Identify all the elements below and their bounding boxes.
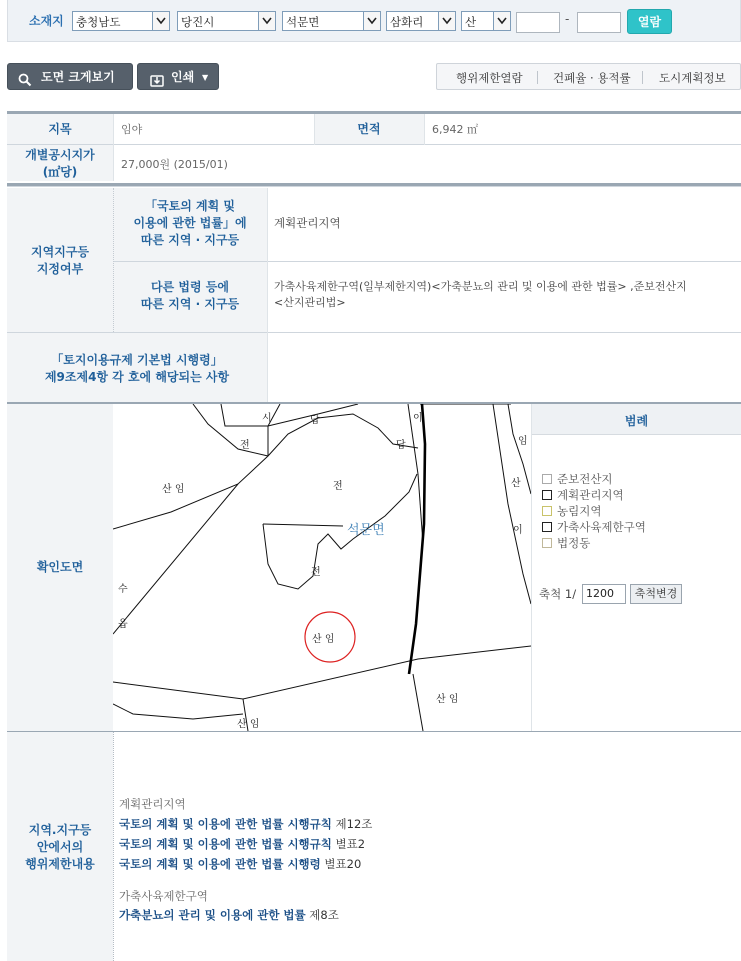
law-link[interactable]: 국토의 계획 및 이용에 관한 법률 시행령 별표20 xyxy=(119,857,362,871)
land-type-select[interactable] xyxy=(461,11,511,31)
law-link[interactable]: 국토의 계획 및 이용에 관한 법률 시행규칙 별표2 xyxy=(119,837,366,851)
area-label: 면적 xyxy=(357,122,381,136)
legend-label: 계획관리지역 xyxy=(557,488,624,502)
main-number-input[interactable] xyxy=(516,12,560,33)
view-button[interactable]: 열람 xyxy=(627,9,672,34)
map-label-edge: 읍 xyxy=(118,619,128,630)
chevron-down-icon[interactable] xyxy=(258,12,275,30)
map-label-sanim: 산 임 xyxy=(436,694,459,705)
chevron-down-icon[interactable] xyxy=(438,12,455,30)
enlarge-map-button[interactable] xyxy=(7,63,133,90)
other-zone-value: 가축사육제한구역(일부제한지역)<가축분뇨의 관리 및 이용에 관한 법률> ,준보전산지 xyxy=(274,280,687,293)
legend-swatch xyxy=(542,474,552,484)
tab-divider xyxy=(642,71,643,84)
map-label-jeon: 전 xyxy=(240,440,250,451)
map-label-edge: 산 xyxy=(511,478,521,489)
map-label-sanim-target: 산 임 xyxy=(312,634,335,645)
other-law-label: 다른 법령 등에 xyxy=(151,280,229,294)
legend-swatch xyxy=(542,506,552,516)
magnifier-icon xyxy=(18,70,32,97)
number-separator: - xyxy=(565,12,570,26)
price-unit-label: (㎡당) xyxy=(42,165,78,179)
scale-label: 축척 1/ xyxy=(539,587,577,601)
col-divider xyxy=(113,732,114,961)
legend-swatch xyxy=(542,490,552,500)
map-label-edge: 이 xyxy=(413,413,423,424)
national-law-label-3: 따른 지역 · 지구등 xyxy=(140,233,240,247)
location-label: 소재지 xyxy=(29,14,64,28)
province-select[interactable] xyxy=(72,11,170,31)
scale-input[interactable]: 1200 xyxy=(582,584,626,604)
restriction-group-title: 계획관리지역 xyxy=(119,797,186,811)
restriction-section-label-3: 행위제한내용 xyxy=(25,857,95,871)
restriction-group-title: 가축사육제한구역 xyxy=(119,889,208,903)
map-label-dap: 답 xyxy=(310,415,320,426)
province-value: 충청남도 xyxy=(76,15,121,29)
price-label: 개별공시지가 xyxy=(25,148,95,162)
col-divider xyxy=(267,188,268,403)
other-zone-value-2: <산지관리법> xyxy=(274,296,346,309)
district-label: 석문면 xyxy=(347,523,385,538)
col-divider xyxy=(424,114,425,145)
restriction-section-label-2: 안에서의 xyxy=(36,840,84,854)
map-label-jeon: 전 xyxy=(311,567,321,578)
tab-action-restriction[interactable]: 행위제한열람 xyxy=(456,71,523,85)
village-value: 삼화리 xyxy=(390,15,424,29)
tab-divider xyxy=(537,71,538,84)
area-value: 6,942 ㎡ xyxy=(432,123,478,136)
legend-label: 법정동 xyxy=(557,536,591,550)
map-section-label: 확인도면 xyxy=(36,560,84,574)
legend-swatch xyxy=(542,522,552,532)
chevron-down-icon[interactable] xyxy=(152,12,169,30)
reg-label: 「토지이용규제 기본법 시행령」 xyxy=(51,353,223,367)
jimok-value: 임야 xyxy=(121,123,143,136)
chevron-down-icon[interactable] xyxy=(363,12,380,30)
row-divider xyxy=(7,186,741,187)
map-label-dap: 답 xyxy=(396,440,406,451)
row-divider xyxy=(7,731,741,732)
caret-down-icon: ▼ xyxy=(202,73,209,82)
change-scale-button[interactable]: 축척변경 xyxy=(630,584,682,604)
national-zone-value: 계획관리지역 xyxy=(274,216,341,230)
legend-header xyxy=(532,404,741,435)
zone-section-label: 지역지구등 xyxy=(31,245,89,259)
map-label-edge: 시 xyxy=(262,413,272,424)
legend-label: 농림지역 xyxy=(557,504,602,518)
map-label-sanim: 산 임 xyxy=(162,484,185,495)
land-type-value: 산 xyxy=(465,15,477,29)
print-icon xyxy=(150,70,164,97)
map-label-edge: 이 xyxy=(513,525,523,536)
tab-urban-planning[interactable]: 도시계획정보 xyxy=(659,71,726,85)
price-value: 27,000원 (2015/01) xyxy=(121,158,228,171)
row-divider xyxy=(7,144,741,145)
city-value: 당진시 xyxy=(181,15,215,29)
parcel-map[interactable] xyxy=(113,404,531,731)
row-divider xyxy=(7,332,741,333)
map-label-sanim: 산 임 xyxy=(237,719,260,730)
jimok-label: 지목 xyxy=(48,122,72,136)
tab-coverage-ratio[interactable]: 건폐율 · 용적률 xyxy=(553,71,631,85)
legend-title: 범례 xyxy=(624,414,649,428)
national-law-label: 「국토의 계획 및 xyxy=(145,199,235,213)
legend-swatch xyxy=(542,538,552,548)
law-link[interactable]: 국토의 계획 및 이용에 관한 법률 시행규칙 제12조 xyxy=(119,817,373,831)
map-label-jeon: 전 xyxy=(333,481,343,492)
city-select[interactable] xyxy=(177,11,276,31)
town-select[interactable] xyxy=(282,11,381,31)
restriction-section-label: 지역.지구등 xyxy=(28,823,92,837)
col-divider xyxy=(531,404,532,731)
other-law-label-2: 따른 지역 · 지구등 xyxy=(140,297,240,311)
zone-section-label-2: 지정여부 xyxy=(36,262,84,276)
village-select[interactable] xyxy=(386,11,456,31)
national-law-label-2: 이용에 관한 법률」에 xyxy=(133,216,247,230)
law-link[interactable]: 가축분뇨의 관리 및 이용에 관한 법률 제8조 xyxy=(119,908,339,922)
map-label-edge: 임 xyxy=(518,436,528,447)
legend-label: 준보전산지 xyxy=(557,472,613,486)
col-divider xyxy=(113,114,114,181)
parcel-map-drawing xyxy=(113,404,531,731)
info-tab-group xyxy=(436,63,741,90)
legend-label: 가축사육제한구역 xyxy=(557,520,646,534)
chevron-down-icon[interactable] xyxy=(493,12,510,30)
town-value: 석문면 xyxy=(286,15,320,29)
sub-number-input[interactable] xyxy=(577,12,621,33)
print-button[interactable] xyxy=(137,63,219,90)
print-label: 인쇄 xyxy=(171,70,195,84)
row-divider xyxy=(113,261,741,262)
map-label-edge: 수 xyxy=(118,584,128,595)
reg-label-2: 제9조제4항 각 호에 해당되는 사항 xyxy=(44,370,230,384)
enlarge-map-label: 도면 크게보기 xyxy=(41,70,115,84)
